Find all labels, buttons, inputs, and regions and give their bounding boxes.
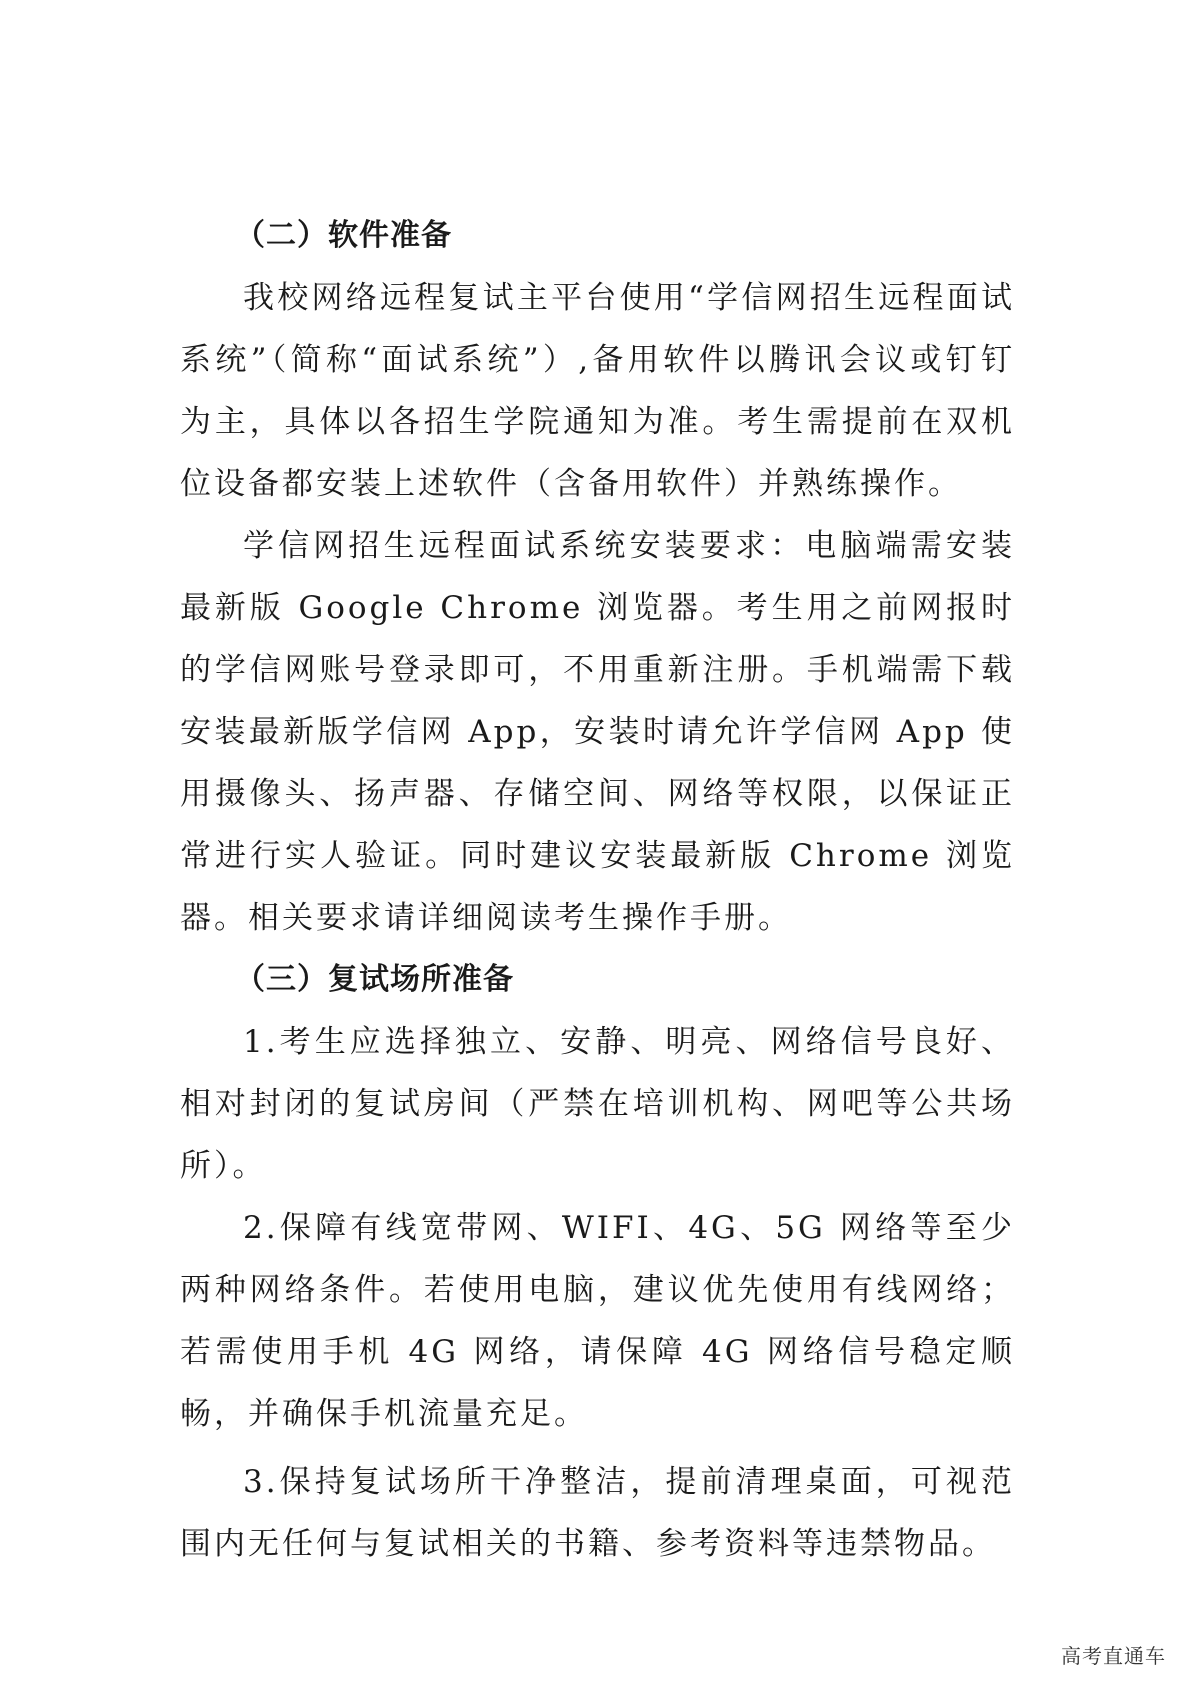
paragraph-venue-2: 2.保障有线宽带网、WIFI、4G、5G 网络等至少两种网络条件。若使用电脑，建议优先使用有线网络；若需使用手机 4G 网络，请保障 4G 网络信号稳定顺畅，并确保手机流量充足。: [180, 1210, 1015, 1432]
paragraph-install-requirements: 学信网招生远程面试系统安装要求：电脑端需安装最新版 Google Chrome 浏览器。考生用之前网报时的学信网账号登录即可，不用重新注册。手机端需下载安装最新版学信网 App，安装时请允许学信网 App 使用摄像头、扬声器、存储空间、网络等权限，以保证正常进行实人验证。同时建议安装最新版 Chrome 浏览器。相关要求请详细阅读考生操作手册。: [180, 528, 1015, 936]
paragraph-venue-3: 3.保持复试场所干净整洁，提前清理桌面，可视范围内无任何与复试相关的书籍、参考资料等违禁物品。: [180, 1464, 1015, 1562]
section-heading-venue: （三）复试场所准备: [235, 962, 514, 997]
section-heading-software: （二）软件准备: [235, 218, 452, 253]
paragraph-venue-1: 1.考生应选择独立、安静、明亮、网络信号良好、相对封闭的复试房间（严禁在培训机构、网吧等公共场所）。: [180, 1024, 1015, 1184]
watermark-text: 高考直通车: [1061, 1644, 1166, 1668]
paragraph-main-platform: 我校网络远程复试主平台使用“学信网招生远程面试系统”（简称“面试系统”）,备用软件以腾讯会议或钉钉为主，具体以各招生学院通知为准。考生需提前在双机位设备都安装上述软件（含备用软件）并熟练操作。: [180, 280, 1015, 502]
document-page: [180, 205, 1015, 1575]
